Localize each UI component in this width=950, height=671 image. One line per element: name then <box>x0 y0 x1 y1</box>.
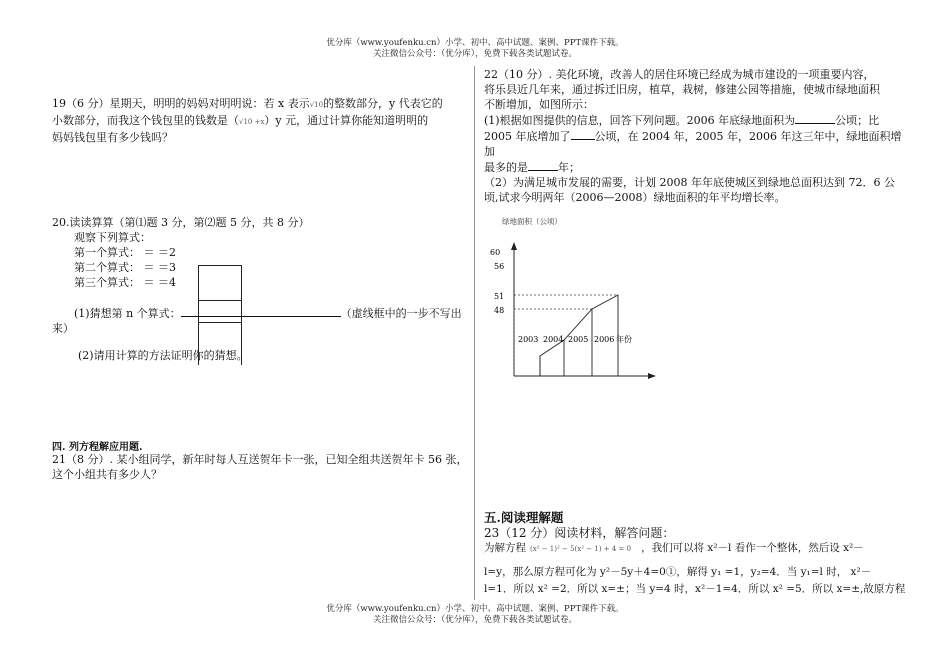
q20-eq1: 第一个算式： ＝ ＝2 <box>74 246 176 259</box>
q22-line8: 顷,试求今明两年（2006—2008）绿地面积的年平均增长率。 <box>484 191 786 204</box>
frame-mid-line <box>198 300 242 301</box>
column-divider <box>474 66 475 600</box>
ytick-48: 48 <box>494 306 505 315</box>
q20-p1c: 来） <box>52 322 74 335</box>
q22-line1: 22（10 分）. 美化环境，改善人的居住环境已经成为城市建设的一项重要内容， <box>484 68 875 81</box>
question-19 <box>52 96 467 145</box>
q19-line2a: 小数部分，而我这个钱包里的钱数是（ <box>52 114 239 127</box>
section5-title: 五.阅读理解题 <box>484 510 564 525</box>
ytick-51: 51 <box>494 292 505 301</box>
answer-blank-year[interactable] <box>528 159 558 171</box>
frame-top-line <box>198 265 242 266</box>
q22-line4b: 公顷；比 <box>835 114 880 127</box>
q22-line6b: 年； <box>558 161 580 174</box>
q23-line1a: 为解方程 <box>484 542 526 554</box>
xtick-2003: 2003 <box>518 335 539 344</box>
q20-observe: 观察下列算式： <box>74 231 151 244</box>
answer-blank-n-formula[interactable] <box>181 305 341 317</box>
q20-part1 <box>74 305 462 321</box>
chart-ylabel: 绿地面积（公顷） <box>502 217 562 226</box>
x-axis-arrow-icon <box>648 373 656 379</box>
ytick-60: 60 <box>490 248 501 257</box>
page-header-line1: 优分库（www.youfenku.cn）小学、初中、高中试题、案例、PPT课件下载。 <box>326 38 624 48</box>
q20-eq2: 第二个算式： ＝ ＝3 <box>74 261 176 274</box>
xtick-2005: 2005 <box>568 335 589 344</box>
q19-line2b: ）y 元，通过计算你能知道明明的 <box>264 114 429 127</box>
q22-line7: （2）为满足城市发展的需要，计划 2008 年年底使城区到绿地总面积达到 72．6 公 <box>484 176 895 189</box>
q22-line4a: (1)根据如图提供的信息，回答下列问题。2006 年底绿地面积为 <box>484 114 796 127</box>
q20-part2: (2)请用计算的方法证明你的猜想。 <box>78 349 248 362</box>
y-axis-arrow-icon <box>511 242 517 250</box>
q19-line3: 妈妈钱包里有多少钱吗？ <box>52 131 173 144</box>
q23-line3: l=1．所以 x² =2．所以 x=±；当 y=4 时，x²－1=4．所以 x² =5．所以 x=±,故原方程 <box>484 583 906 595</box>
q22-line6a: 最多的是 <box>484 161 528 174</box>
q19-line1a: 19（6 分）星期天，明明的妈妈对明明说：若 x 表示 <box>52 97 310 110</box>
q19-line1b: 的整数部分，y 代表它的 <box>323 97 443 110</box>
sqrt10-expr: √10 <box>309 101 324 109</box>
question-22 <box>484 67 904 205</box>
page-footer-line2: 关注微信公众号：（优分库），免费下载各类试题试卷。 <box>372 615 577 625</box>
frame-lower-line <box>198 322 242 323</box>
q23-equation: (x² − 1)² − 5(x² − 1) + 4 = 0 <box>530 545 632 553</box>
answer-blank-increase[interactable] <box>571 128 595 140</box>
page-footer-line1: 优分库（www.youfenku.cn）小学、初中、高中试题、案例、PPT课件下载。 <box>326 604 624 614</box>
xunit-label: 年份 <box>616 335 632 344</box>
q20-title: 20.读读算算（第⑴题 3 分，第⑵题 5 分，共 8 分） <box>52 216 310 229</box>
q20-p1b: （虚线框中的一步不写出 <box>340 307 462 320</box>
q20-eq3: 第三个算式： ＝ ＝4 <box>74 276 176 289</box>
answer-blank-2006-area[interactable] <box>795 112 835 124</box>
xtick-2006: 2006 <box>594 335 615 344</box>
question-23 <box>484 540 906 598</box>
section4-title: 四. 列方程解应用题. <box>52 442 143 453</box>
q23-line2: l=y，那么原方程可化为 y²－5y＋4=0①，解得 y₁ =1，y₂=4．当 y₁=l 时， x²－ <box>484 566 872 578</box>
q22-line5a: 2005 年底增加了 <box>484 130 571 143</box>
q23-title: 23（12 分）阅读材料，解答问题： <box>484 526 675 540</box>
q23-line1b: ，我们可以将 x²－l 看作一个整体，然后设 x²－ <box>641 542 864 554</box>
q20-p1a: (1)猜想第 n 个算式： <box>74 307 181 320</box>
q22-line5b: 公顷，在 2004 年，2005 年，2006 年这三年中，绿地面积增加 <box>484 130 902 158</box>
q21-line2: 这个小组共有多少人？ <box>52 468 162 481</box>
q22-line2: 将乐县近几年来，通过拆迁旧房，植草，栽树，修建公园等措施，使城市绿地面积 <box>484 83 880 96</box>
question-21 <box>52 452 472 482</box>
q22-line3: 不断增加，如图所示： <box>484 98 594 111</box>
ytick-56: 56 <box>494 262 505 271</box>
page-header-line2: 关注微信公众号：（优分库），免费下载各类试题试卷。 <box>372 49 577 59</box>
sqrt10-plus-x-expr: √10 +x <box>239 118 265 126</box>
q21-line1: 21（8 分）. 某小组同学，新年时每人互送贺年卡一张，已知全组共送贺年卡 56 张， <box>52 453 468 466</box>
green-area-chart <box>484 210 664 390</box>
xtick-2004: 2004 <box>543 335 564 344</box>
